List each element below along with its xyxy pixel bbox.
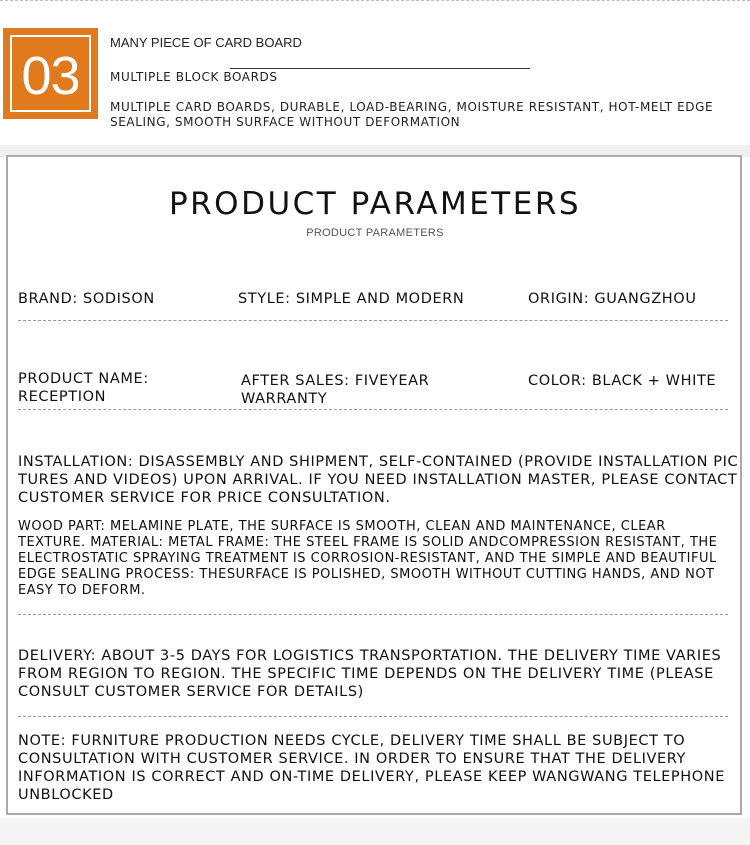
material-field: WOOD PART: MELAMINE PLATE, THE SURFACE IS SMOOTH, CLEAN AND MAINTENANCE, CLEAR TEXTURE. MATERIAL: METAL FRAME: THE STEEL FRAME IS SOLID ANDCOMPRESSION RESISTANT, THE ELECTROSTATIC SPRAYING TREATMENT IS CORROSION-RESISTANT, AND THE SIMPLE AND BEAUTIFUL EDGE SEALING PROCESS: THESURFACE IS POLISHED, SMOOTH WITHOUT CUTTING HANDS, AND NOT EASY TO DEFORM. [18, 519, 718, 598]
origin-field: ORIGIN: GUANGZHOU [528, 291, 697, 307]
top-divider [0, 0, 750, 1]
section-number: 03 [10, 35, 91, 112]
row-divider [18, 614, 728, 615]
style-field: STYLE: SIMPLE AND MODERN [238, 291, 465, 307]
section-description: MULTIPLE CARD BOARDS, DURABLE, LOAD-BEARING, MOISTURE RESISTANT, HOT-MELT EDGE SEALING, SMOOTH SURFACE WITHOUT DEFORMATION [110, 100, 714, 129]
bottom-band [0, 818, 750, 845]
row-divider [18, 716, 728, 717]
parameters-subtitle: PRODUCT PARAMETERS [306, 227, 444, 239]
after-sales-field: AFTER SALES: FIVEYEAR WARRANTY [241, 373, 430, 407]
row-divider [18, 409, 728, 410]
product-name-field: PRODUCT NAME: RECEPTION [18, 371, 149, 405]
section-number-badge [3, 28, 98, 119]
parameters-title: PRODUCT PARAMETERS [168, 186, 582, 222]
delivery-field: DELIVERY: ABOUT 3-5 DAYS FOR LOGISTICS TRANSPORTATION. THE DELIVERY TIME VARIES FROM REGION TO REGION. THE SPECIFIC TIME DEPENDS ON THE DELIVERY TIME (PLEASE CONSULT CUSTOMER SERVICE FOR DETAILS) [18, 648, 722, 700]
color-field: COLOR: BLACK + WHITE [528, 373, 717, 389]
header-underline [230, 68, 530, 69]
installation-field: INSTALLATION: DISASSEMBLY AND SHIPMENT, SELF-CONTAINED (PROVIDE INSTALLATION PICTURES AND VIDEOS) UPON ARRIVAL. IF YOU NEED INSTALLATION MASTER, PLEASE CONTACT CUSTOMER SERVICE FOR PRICE CONSULTATION. [18, 454, 739, 506]
section-subtitle: MULTIPLE BLOCK BOARDS [110, 70, 278, 84]
brand-field: BRAND: SODISON [18, 291, 155, 307]
row-divider [18, 320, 728, 321]
section-title: MANY PIECE OF CARD BOARD [110, 35, 302, 50]
note-field: NOTE: FURNITURE PRODUCTION NEEDS CYCLE, DELIVERY TIME SHALL BE SUBJECT TO CONSULTATION WITH CUSTOMER SERVICE. IN ORDER TO ENSURE THAT THE DELIVERY INFORMATION IS CORRECT AND ON-TIME DELIVERY, PLEASE KEEP WANGWANG TELEPHONE UNBLOCKED [18, 733, 725, 803]
